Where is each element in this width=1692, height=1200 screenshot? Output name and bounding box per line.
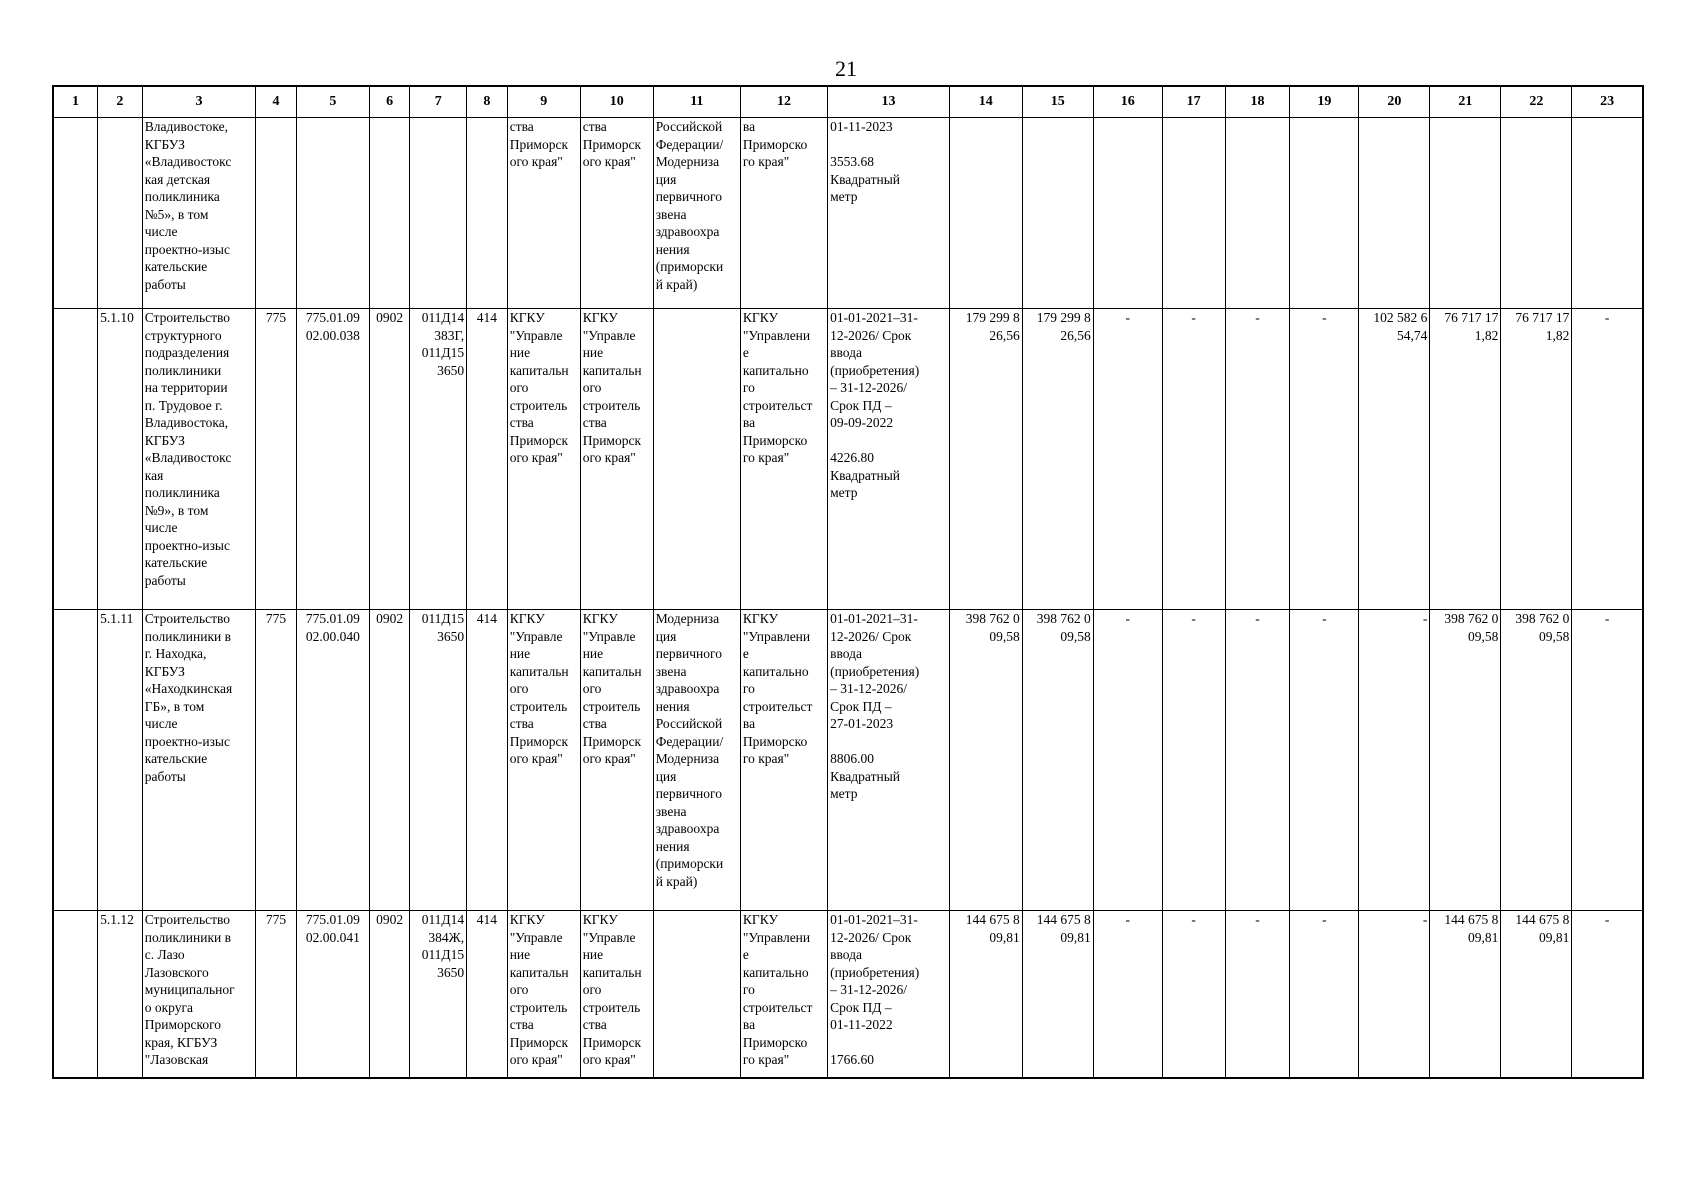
header-cell: 7 <box>410 86 467 118</box>
header-cell: 18 <box>1225 86 1290 118</box>
cell-col-19 <box>1290 309 1359 610</box>
header-cell: 6 <box>369 86 410 118</box>
cell-col-15 <box>1022 911 1093 1079</box>
cell-col-1 <box>53 118 98 309</box>
cell-col-14 <box>949 118 1022 309</box>
cell-col-17 <box>1162 610 1225 911</box>
cell-col-19 <box>1290 118 1359 309</box>
cell-text: 144 675 8 09,81 <box>1515 912 1570 945</box>
cell-text: КГКУ "Управлени е капитально го строительст ва Приморско го края" <box>742 912 813 1067</box>
cell-col-13 <box>828 309 950 610</box>
cell-col-4 <box>256 911 297 1079</box>
cell-col-14 <box>949 610 1022 911</box>
table-row <box>53 118 1643 309</box>
cell-text: 398 762 0 09,58 <box>965 611 1020 644</box>
cell-text: - <box>1255 611 1260 626</box>
header-cell: 19 <box>1290 86 1359 118</box>
budget-table <box>52 85 1644 1079</box>
cell-text: КГКУ "Управле ние капитальн ого строитель ства Приморск ого края" <box>509 611 569 766</box>
header-cell: 12 <box>740 86 827 118</box>
cell-text: - <box>1125 611 1130 626</box>
cell-col-5 <box>296 118 369 309</box>
cell-col-21 <box>1430 309 1501 610</box>
cell-col-16 <box>1093 911 1162 1079</box>
page-number: 21 <box>835 56 857 81</box>
cell-col-9 <box>507 610 580 911</box>
cell-text: 398 762 0 09,58 <box>1444 611 1499 644</box>
cell-text: КГКУ "Управле ние капитальн ого строитель ства Приморск ого края" <box>509 310 569 465</box>
cell-col-1 <box>53 309 98 610</box>
cell-text: - <box>1322 912 1327 927</box>
cell-col-7 <box>410 309 467 610</box>
cell-col-21 <box>1430 610 1501 911</box>
cell-text: 144 675 8 09,81 <box>1444 912 1499 945</box>
cell-col-11 <box>653 118 740 309</box>
cell-col-13 <box>828 610 950 911</box>
cell-text: 144 675 8 09,81 <box>1036 912 1091 945</box>
cell-text: КГКУ "Управле ние капитальн ого строитель ства Приморск ого края" <box>582 310 642 465</box>
cell-col-4 <box>256 309 297 610</box>
cell-col-12 <box>740 911 827 1079</box>
cell-text: 0902 <box>376 611 404 626</box>
cell-col-13 <box>828 118 950 309</box>
cell-col-13 <box>828 911 950 1079</box>
cell-text: - <box>1322 611 1327 626</box>
cell-col-8 <box>467 911 508 1079</box>
cell-text: - <box>1422 912 1428 927</box>
cell-col-21 <box>1430 118 1501 309</box>
cell-text: 775.01.09 02.00.041 <box>305 912 360 945</box>
cell-col-22 <box>1501 118 1572 309</box>
cell-text: - <box>1422 611 1428 626</box>
cell-col-5 <box>296 309 369 610</box>
cell-col-15 <box>1022 610 1093 911</box>
cell-text: 76 717 17 1,82 <box>1515 310 1570 343</box>
cell-text: 144 675 8 09,81 <box>965 912 1020 945</box>
cell-col-6 <box>369 610 410 911</box>
cell-col-14 <box>949 911 1022 1079</box>
cell-col-2 <box>98 911 143 1079</box>
cell-text: - <box>1322 310 1327 325</box>
cell-text: 0902 <box>376 310 404 325</box>
header-cell: 16 <box>1093 86 1162 118</box>
cell-text: ства Приморск ого края" <box>582 119 642 169</box>
cell-text: КГКУ "Управлени е капитально го строительст ва Приморско го края" <box>742 310 813 465</box>
cell-col-16 <box>1093 309 1162 610</box>
cell-text: 0902 <box>376 912 404 927</box>
cell-col-18 <box>1225 911 1290 1079</box>
header-cell: 5 <box>296 86 369 118</box>
cell-text: 01-01-2021–31- 12-2026/ Срок ввода (приобретения) – 31-12-2026/ Срок ПД – 09-09-2022 4226.80 Квадратный метр <box>830 310 920 500</box>
cell-text: 775.01.09 02.00.038 <box>305 310 360 343</box>
cell-col-11 <box>653 610 740 911</box>
cell-text: 398 762 0 09,58 <box>1515 611 1570 644</box>
header-cell: 14 <box>949 86 1022 118</box>
cell-text: Российской Федерации/ Модерниза ция первичного звена здравоохра нения (приморски й край) <box>655 119 724 292</box>
header-cell: 21 <box>1430 86 1501 118</box>
table-row <box>53 911 1643 1079</box>
cell-text: Владивостоке, КГБУЗ «Владивостокс кая детская поликлиника №5», в том числе проектно-изыс кательские работы <box>144 119 232 292</box>
cell-col-8 <box>467 118 508 309</box>
cell-text: - <box>1255 912 1260 927</box>
cell-col-3 <box>142 911 256 1079</box>
cell-col-6 <box>369 118 410 309</box>
cell-text: - <box>1604 611 1610 626</box>
cell-text: - <box>1604 912 1610 927</box>
cell-col-20 <box>1359 610 1430 911</box>
cell-col-10 <box>580 118 653 309</box>
cell-col-3 <box>142 610 256 911</box>
cell-text: 011Д14 383Г, 011Д15 3650 <box>421 310 465 378</box>
cell-col-5 <box>296 610 369 911</box>
cell-col-17 <box>1162 309 1225 610</box>
cell-col-14 <box>949 309 1022 610</box>
header-row <box>53 86 1643 118</box>
cell-col-23 <box>1572 911 1643 1079</box>
header-cell: 9 <box>507 86 580 118</box>
cell-col-2 <box>98 610 143 911</box>
cell-col-2 <box>98 309 143 610</box>
cell-col-23 <box>1572 610 1643 911</box>
cell-col-7 <box>410 911 467 1079</box>
cell-col-10 <box>580 309 653 610</box>
cell-col-10 <box>580 911 653 1079</box>
cell-text: 5.1.11 <box>100 611 134 626</box>
cell-text: - <box>1255 310 1260 325</box>
cell-col-17 <box>1162 118 1225 309</box>
header-cell: 20 <box>1359 86 1430 118</box>
cell-col-3 <box>142 118 256 309</box>
cell-col-15 <box>1022 118 1093 309</box>
cell-col-16 <box>1093 118 1162 309</box>
cell-col-8 <box>467 610 508 911</box>
cell-text: 01-01-2021–31- 12-2026/ Срок ввода (приобретения) – 31-12-2026/ Срок ПД – 01-11-2022 1766.60 <box>830 912 920 1067</box>
cell-text: - <box>1604 310 1610 325</box>
cell-text: - <box>1191 611 1196 626</box>
cell-col-20 <box>1359 911 1430 1079</box>
cell-text: КГКУ "Управле ние капитальн ого строитель ства Приморск ого края" <box>509 912 569 1067</box>
cell-text: 414 <box>476 611 498 626</box>
cell-col-20 <box>1359 309 1430 610</box>
cell-col-18 <box>1225 118 1290 309</box>
header-cell: 17 <box>1162 86 1225 118</box>
cell-text: 01-11-2023 3553.68 Квадратный метр <box>830 119 900 204</box>
cell-col-23 <box>1572 309 1643 610</box>
cell-col-1 <box>53 610 98 911</box>
cell-col-17 <box>1162 911 1225 1079</box>
header-cell: 15 <box>1022 86 1093 118</box>
header-cell: 22 <box>1501 86 1572 118</box>
cell-col-9 <box>507 911 580 1079</box>
cell-text: 76 717 17 1,82 <box>1444 310 1499 343</box>
header-cell: 23 <box>1572 86 1643 118</box>
cell-col-9 <box>507 118 580 309</box>
cell-col-11 <box>653 309 740 610</box>
cell-text: 398 762 0 09,58 <box>1036 611 1091 644</box>
cell-col-1 <box>53 911 98 1079</box>
cell-col-6 <box>369 309 410 610</box>
cell-col-22 <box>1501 610 1572 911</box>
cell-col-16 <box>1093 610 1162 911</box>
cell-col-22 <box>1501 911 1572 1079</box>
cell-text: 01-01-2021–31- 12-2026/ Срок ввода (приобретения) – 31-12-2026/ Срок ПД – 27-01-2023 8806.00 Квадратный метр <box>830 611 920 801</box>
header-cell: 10 <box>580 86 653 118</box>
header-cell: 4 <box>256 86 297 118</box>
cell-text: 775 <box>265 912 287 927</box>
cell-col-11 <box>653 911 740 1079</box>
cell-text: - <box>1191 310 1196 325</box>
header-cell: 2 <box>98 86 143 118</box>
cell-text: 5.1.12 <box>100 912 134 927</box>
cell-col-3 <box>142 309 256 610</box>
cell-col-15 <box>1022 309 1093 610</box>
cell-col-19 <box>1290 911 1359 1079</box>
cell-text: 5.1.10 <box>100 310 134 325</box>
cell-text: 011Д14 384Ж, 011Д15 3650 <box>421 912 465 980</box>
cell-col-7 <box>410 118 467 309</box>
table-row <box>53 309 1643 610</box>
header-cell: 3 <box>142 86 256 118</box>
cell-col-22 <box>1501 309 1572 610</box>
cell-text: Строительство поликлиники в г. Находка, КГБУЗ «Находкинская ГБ», в том числе проектно-изыс кательские работы <box>144 611 233 784</box>
cell-col-6 <box>369 911 410 1079</box>
cell-col-18 <box>1225 309 1290 610</box>
cell-text: - <box>1125 310 1130 325</box>
cell-col-9 <box>507 309 580 610</box>
header-cell: 8 <box>467 86 508 118</box>
cell-col-5 <box>296 911 369 1079</box>
cell-text: Модерниза ция первичного звена здравоохра нения Российской Федерации/ Модерниза ция первичного звена здравоохра нения (приморски й край) <box>655 611 724 889</box>
cell-col-20 <box>1359 118 1430 309</box>
cell-col-4 <box>256 610 297 911</box>
cell-text: КГКУ "Управле ние капитальн ого строитель ства Приморск ого края" <box>582 912 642 1067</box>
cell-text: ва Приморско го края" <box>742 119 808 169</box>
cell-col-8 <box>467 309 508 610</box>
table-row <box>53 610 1643 911</box>
cell-col-18 <box>1225 610 1290 911</box>
cell-text: - <box>1125 912 1130 927</box>
cell-text: 775 <box>265 611 287 626</box>
cell-text: 179 299 8 26,56 <box>965 310 1020 343</box>
cell-text: 414 <box>476 310 498 325</box>
cell-text: ства Приморск ого края" <box>509 119 569 169</box>
header-cell: 11 <box>653 86 740 118</box>
cell-col-21 <box>1430 911 1501 1079</box>
cell-text: Строительство поликлиники в с. Лазо Лазовского муниципальног о округа Приморского края, КГБУЗ "Лазовская <box>144 912 235 1067</box>
cell-col-23 <box>1572 118 1643 309</box>
cell-text: 414 <box>476 912 498 927</box>
cell-col-7 <box>410 610 467 911</box>
header-cell: 13 <box>828 86 950 118</box>
cell-col-12 <box>740 118 827 309</box>
cell-col-19 <box>1290 610 1359 911</box>
cell-text: 179 299 8 26,56 <box>1036 310 1091 343</box>
cell-text: 011Д15 3650 <box>421 611 465 644</box>
cell-col-12 <box>740 610 827 911</box>
cell-text: 102 582 6 54,74 <box>1373 310 1428 343</box>
cell-text: 775.01.09 02.00.040 <box>305 611 360 644</box>
header-cell: 1 <box>53 86 98 118</box>
cell-text: - <box>1191 912 1196 927</box>
cell-col-2 <box>98 118 143 309</box>
cell-text: КГКУ "Управле ние капитальн ого строитель ства Приморск ого края" <box>582 611 642 766</box>
cell-col-4 <box>256 118 297 309</box>
cell-text: 775 <box>265 310 287 325</box>
cell-text: Строительство структурного подразделения поликлиники на территории п. Трудовое г. Владивостока, КГБУЗ «Владивостокс кая поликлиника №9», в том числе проектно-изыс кательские работы <box>144 310 232 588</box>
cell-col-10 <box>580 610 653 911</box>
cell-text: КГКУ "Управлени е капитально го строительст ва Приморско го края" <box>742 611 813 766</box>
cell-col-12 <box>740 309 827 610</box>
